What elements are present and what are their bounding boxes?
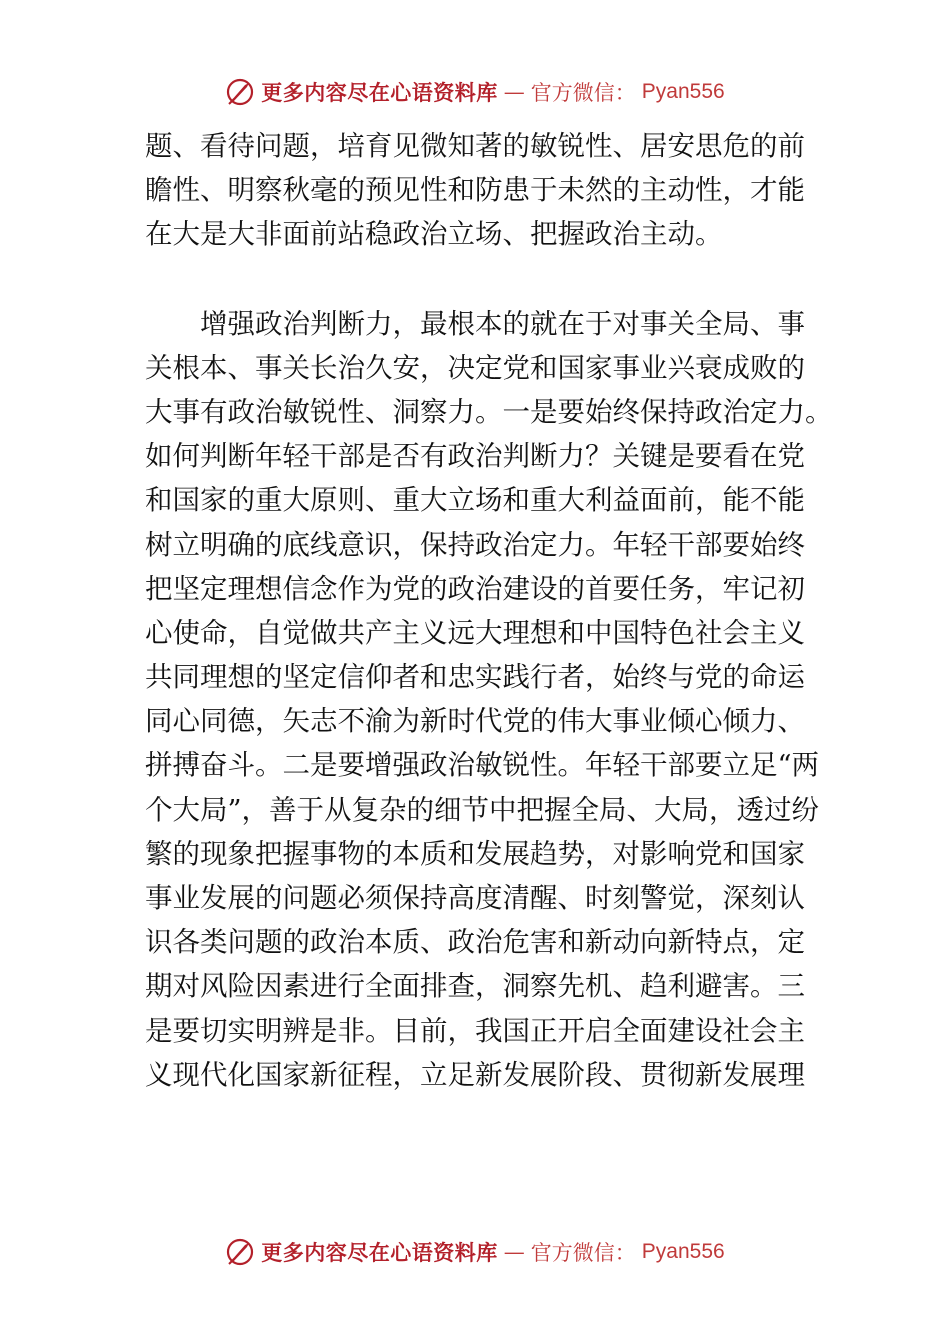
text-line: 树立明确的底线意识，保持政治定力。年轻干部要始终: [145, 528, 805, 561]
text-line: 事业发展的问题必须保持高度清醒、时刻警觉，深刻认: [145, 882, 805, 914]
banner-title: 更多内容尽在心语资料库: [261, 80, 498, 105]
text-line: 如何判断年轻干部是否有政治判断力？关键是要看在党: [145, 440, 805, 473]
text-line: 关根本、事关长治久安，决定党和国家事业兴衰成败的: [145, 351, 805, 384]
text-line: 增强政治判断力，最根本的就在于对事关全局、事: [145, 307, 805, 340]
header-banner: [0, 72, 950, 112]
banner-wechat-id: Pyan556: [641, 80, 725, 103]
banner-title: 更多内容尽在心语资料库: [261, 1240, 498, 1265]
text-line: 识各类问题的政治本质、政治危害和新动向新特点，定: [145, 926, 805, 959]
banner-dash: —: [503, 1240, 525, 1264]
paragraph-gap: [145, 257, 807, 302]
text-line: 和国家的重大原则、重大立场和重大利益面前，能不能: [145, 484, 805, 517]
banner-dash: —: [503, 80, 525, 104]
banner-wechat-label: 官方微信：: [530, 81, 636, 105]
text-line: 繁的现象把握事物的本质和发展趋势，对影响党和国家: [145, 837, 805, 870]
text-line: 拼搏奋斗。二是要增强政治敏锐性。年轻干部要立足“两: [145, 749, 820, 782]
text-line: 瞻性、明察秋毫的预见性和防患于未然的主动性，才能: [145, 174, 805, 207]
banner-wechat-label: 官方微信：: [530, 1241, 636, 1265]
quill-logo-icon: [225, 1237, 255, 1267]
paragraph-1: [145, 124, 807, 257]
text-line: 义现代化国家新征程，立足新发展阶段、贯彻新发展理: [145, 1058, 805, 1091]
text-line: 心使命，自觉做共产主义远大理想和中国特色社会主义: [145, 616, 805, 649]
text-line: 期对风险因素进行全面排查，洞察先机、趋利避害。三: [145, 970, 805, 1003]
text-line: 大事有政治敏锐性、洞察力。一是要始终保持政治定力。: [145, 395, 833, 428]
footer-banner: [0, 1232, 950, 1272]
text-line: 个大局”，善于从复杂的细节中把握全局、大局，透过纷: [145, 793, 820, 826]
text-line: 共同理想的坚定信仰者和忠实践行者，始终与党的命运: [145, 661, 805, 694]
text-line: 在大是大非面前站稳政治立场、把握政治主动。: [145, 218, 723, 251]
text-line: 是要切实明辨是非。目前，我国正开启全面建设社会主: [145, 1014, 805, 1047]
banner-wechat-id: Pyan556: [641, 1240, 725, 1263]
paragraph-2: [145, 302, 833, 1097]
text-line: 题、看待问题，培育见微知著的敏锐性、居安思危的前: [145, 130, 805, 162]
document-body: [145, 124, 833, 1097]
text-line: 把坚定理想信念作为党的政治建设的首要任务，牢记初: [145, 572, 805, 605]
quill-logo-icon: [225, 77, 255, 107]
text-line: 同心同德，矢志不渝为新时代党的伟大事业倾心倾力、: [145, 705, 805, 738]
